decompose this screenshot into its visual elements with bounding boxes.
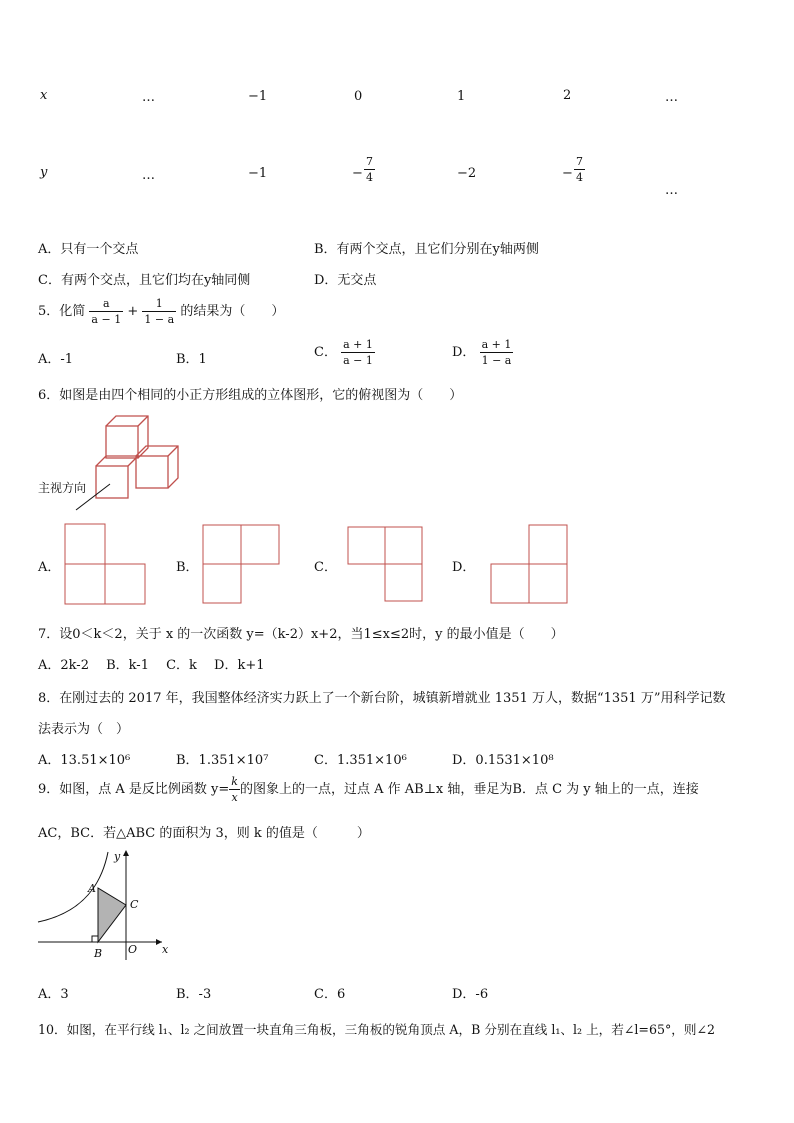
q6-cube-figure (60, 412, 220, 522)
q8-question-line2: 法表示为（ ） (38, 722, 130, 737)
q9-label-c: C (130, 898, 139, 911)
q8-option-c: C．1.351×10⁶ (314, 753, 407, 768)
q5-option-a: A．-1 (38, 352, 74, 367)
table-y-cell: −2 (457, 166, 477, 181)
q9-label-b: B (94, 947, 103, 960)
table-x-cell: … (665, 90, 678, 105)
q8-option-b: B．1.351×10⁷ (176, 753, 269, 768)
q6-option-c: C． (314, 560, 337, 575)
q6-option-b: B． (176, 560, 199, 575)
q6-option-a-figure (64, 523, 146, 605)
q6-question: 6．如图是由四个相同的小正方形组成的立体图形，它的俯视图为（ ） (38, 388, 463, 403)
q6-direction-label: 主视方向 (38, 481, 87, 495)
table-x-cell: −1 (248, 89, 268, 104)
q5-option-b: B．1 (176, 352, 207, 367)
q9-option-a: A．3 (38, 987, 69, 1002)
q9-fraction: $\frac{k}{x}$ (231, 775, 238, 804)
q9-label-a: A (88, 882, 96, 895)
table-x-cell: 0 (354, 89, 363, 104)
table-y-cell: … (142, 168, 155, 183)
q9-option-c: C．6 (314, 987, 346, 1002)
table-y-cell: − (562, 166, 573, 181)
table-x-cell: 2 (563, 88, 572, 103)
q5-fraction-1: $\frac{a}{a - 1}$ (91, 297, 122, 326)
q8-question-line1: 8．在刚过去的 2017 年，我国整体经济实力跃上了一个新台阶，城镇新增就业 1351 万人，数据“1351 万”用科学记数 (38, 691, 726, 706)
q9-label-x: x (162, 943, 169, 956)
q9-label-o: O (128, 943, 138, 956)
q9-question-line2: AC，BC．若△ABC 的面积为 3，则 k 的值是（ ） (38, 826, 370, 841)
table-y-fraction: $\frac{7}{4}$ (366, 155, 373, 184)
q7-options: A．2k-2 B．k-1 C．k D．k+1 (38, 658, 265, 673)
q6-option-b-figure (202, 524, 280, 604)
q5-fraction-2: $\frac{1}{1 - a}$ (144, 297, 175, 326)
q4-option-a: A．只有一个交点 (38, 242, 139, 257)
q6-option-a: A． (38, 560, 61, 575)
table-y-fraction: $\frac{7}{4}$ (576, 155, 583, 184)
q9-label-y: y (114, 850, 121, 863)
q9-graph-figure (36, 848, 176, 963)
q7-question: 7．设0＜k＜2，关于 x 的一次函数 y=（k-2）x+2，当1≤x≤2时，y 的最小值是（ ） (38, 627, 564, 642)
q6-option-d: D． (452, 560, 476, 575)
q9-option-d: D．-6 (452, 987, 489, 1002)
q5-question: 5．化简 $\frac{a}{a - 1}$ + $\frac{1}{1 - a}$ 的结果为（ ） (38, 297, 285, 326)
table-x-cell: 1 (457, 89, 466, 104)
table-y-cell: − (352, 166, 363, 181)
table-x-label: x (40, 88, 48, 103)
table-y-cell: −1 (248, 166, 268, 181)
q4-option-c: C．有两个交点，且它们均在y轴同侧 (38, 273, 251, 288)
table-x-cell: … (142, 90, 155, 105)
q4-option-d: D．无交点 (314, 273, 377, 288)
q6-option-c-figure (347, 526, 423, 602)
table-y-label: y (40, 165, 48, 180)
q5-option-d: D． $\frac{a + 1}{1 - a}$ (452, 338, 512, 367)
q8-option-a: A．13.51×10⁶ (38, 753, 131, 768)
q8-option-d: D．0.1531×10⁸ (452, 753, 554, 768)
q4-option-b: B．有两个交点，且它们分别在y轴两侧 (314, 242, 539, 257)
q5-option-c: C． $\frac{a + 1}{a - 1}$ (314, 338, 373, 367)
table-y-cell: … (665, 183, 678, 198)
q9-question-line1: 9．如图，点 A 是反比例函数 y= $\frac{k}{x}$ 的图象上的一点，过点 A 作 AB⊥x 轴，垂足为B．点 C 为 y 轴上的一点，连接 (38, 775, 699, 804)
q10-question: 10．如图，在平行线 l₁、l₂ 之间放置一块直角三角板，三角板的锐角顶点 A，B 分别在直线 l₁、l₂ 上，若∠l=65°，则∠2 (38, 1022, 716, 1037)
q9-option-b: B．-3 (176, 987, 212, 1002)
q6-option-d-figure (490, 524, 568, 604)
